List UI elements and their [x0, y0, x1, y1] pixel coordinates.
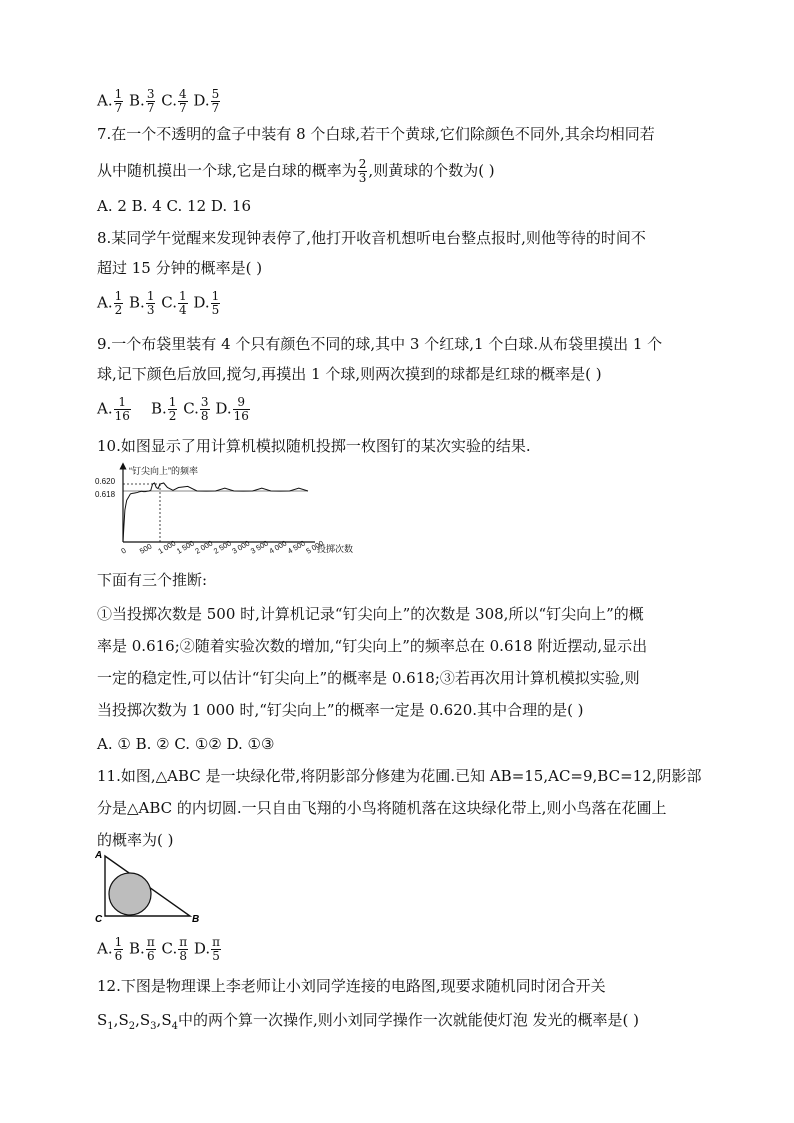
- q10-para-4: 当投掷次数为 1 000 时,“钉尖向上”的概率一定是 0.620.其中合理的是( ): [97, 701, 584, 719]
- x-tick-label: 2 000: [193, 538, 215, 556]
- fraction: $\frac{5}{7}$: [211, 87, 220, 115]
- q8-line-1: 8.某同学午觉醒来发现钟表停了,他打开收音机想听电台整点报时,则他等待的时间不: [97, 229, 646, 247]
- chart-title: “钉尖向上”的频率: [129, 466, 198, 476]
- fraction: $\frac{\pi}{6}$: [146, 935, 155, 963]
- x-tick-label: 2 500: [212, 538, 233, 556]
- x-tick-label: 500: [138, 541, 154, 556]
- q10-para-2: 率是 0.616;②随着实验次数的增加,“钉尖向上”的频率总在 0.618 附近摆动,显示出: [97, 637, 648, 655]
- x-tick-label: 4 000: [267, 538, 289, 556]
- q7-line-2: 从中随机摸出一个球,它是白球的概率为 $\frac{2}{3}$ ,则黄球的个数为( ): [97, 157, 495, 185]
- x-tick-label: 0: [119, 545, 128, 556]
- x-tick-label: 5 000: [304, 538, 326, 556]
- q10-para-1: ①当投掷次数是 500 时,计算机记录“钉尖向上”的次数是 308,所以“钉尖向上”的概: [97, 605, 644, 623]
- incircle: [109, 873, 151, 915]
- fraction: $\frac{1}{3}$: [146, 289, 155, 317]
- y-tick-label: 0.620: [95, 477, 116, 486]
- q12-line-1: 12.下图是物理课上李老师让小刘同学连接的电路图,现要求随机同时闭合开关: [97, 977, 606, 995]
- fraction: $\frac{3}{7}$: [146, 87, 155, 115]
- y-tick-labels: [95, 477, 116, 499]
- option-a: A.: [97, 91, 113, 110]
- q10-options: A. ① B. ② C. ①② D. ①③: [97, 735, 275, 753]
- q10-intro: 下面有三个推断:: [97, 571, 208, 589]
- frequency-chart: [95, 462, 375, 557]
- q8-line-2: 超过 15 分钟的概率是( ): [97, 259, 263, 277]
- q7-options: A. 2 B. 4 C. 12 D. 16: [97, 197, 251, 215]
- q9-line-1: 9.一个布袋里装有 4 个只有颜色不同的球,其中 3 个红球,1 个白球.从布袋里摸出 1 个: [97, 335, 663, 353]
- reference-lines: [123, 484, 308, 542]
- fraction: $\frac{2}{3}$: [358, 157, 367, 185]
- fraction: $\frac{4}{7}$: [178, 87, 187, 115]
- fraction: $\frac{1}{4}$: [178, 289, 187, 317]
- fraction: $\frac{3}{8}$: [200, 395, 209, 423]
- y-tick-label: 0.618: [95, 490, 116, 499]
- x-tick-label: 4 500: [286, 538, 307, 556]
- q11-options: A. $\frac{1}{6}$ B. $\frac{\pi}{6}$ C. $\frac{\pi}{8}$ D. $\frac{\pi}{5}$: [97, 935, 221, 963]
- x-tick-label: 3 500: [249, 538, 270, 556]
- fraction: $\frac{\pi}{8}$: [179, 935, 188, 963]
- fraction: $\frac{1}{2}$: [114, 289, 123, 317]
- q11-line-1: 11.如图,△ABC 是一块绿化带,将阴影部分修建为花圃.已知 AB=15,AC=9,BC=12,阴影部: [97, 767, 702, 785]
- fraction: $\frac{1}{7}$: [114, 87, 123, 115]
- option-d: D.: [193, 91, 210, 110]
- fraction: $\frac{\pi}{5}$: [212, 935, 221, 963]
- triangle-diagram: [95, 846, 205, 926]
- fraction: $\frac{1}{2}$: [168, 395, 177, 423]
- x-tick-label: 1 000: [156, 538, 178, 556]
- q12-line-2: $S_1,S_2,S_3,S_4$中的两个算一次操作,则小刘同学操作一次就能使灯泡 发光的概率是( ): [97, 1011, 639, 1032]
- fraction: $\frac{1}{16}$: [114, 395, 130, 423]
- x-tick-label: 3 000: [230, 538, 252, 556]
- q10-line-1: 10.如图显示了用计算机模拟随机投掷一枚图钉的某次实验的结果.: [97, 437, 531, 455]
- vertex-a-label: A: [95, 850, 103, 861]
- option-c: C.: [161, 91, 177, 110]
- q9-options: A. $\frac{1}{16}$ B. $\frac{1}{2}$ C. $\frac{3}{8}$ D. $\frac{9}{16}$: [97, 395, 249, 423]
- fraction: $\frac{1}{6}$: [114, 935, 123, 963]
- q10-para-3: 一定的稳定性,可以估计“钉尖向上”的概率是 0.618;③若再次用计算机模拟实验,则: [97, 669, 640, 687]
- q8-options: A. $\frac{1}{2}$ B. $\frac{1}{3}$ C. $\frac{1}{4}$ D. $\frac{1}{5}$: [97, 289, 220, 317]
- x-axis-label: 投掷次数: [317, 544, 354, 554]
- fraction: $\frac{9}{16}$: [233, 395, 249, 423]
- vertex-c-label: C: [95, 914, 103, 925]
- q11-line-3: 的概率为( ): [97, 831, 174, 849]
- q6-options: [97, 88, 221, 115]
- q9-line-2: 球,记下颜色后放回,搅匀,再摸出 1 个球,则两次摸到的球都是红球的概率是( ): [97, 365, 602, 383]
- q11-line-2: 分是△ABC 的内切圆.一只自由飞翔的小鸟将随机落在这块绿化带上,则小鸟落在花圃上: [97, 799, 667, 817]
- q7-line-1: 7.在一个不透明的盒子中装有 8 个白球,若干个黄球,它们除颜色不同外,其余均相同若: [97, 125, 655, 143]
- series-line: [123, 483, 308, 542]
- x-tick-label: 1 500: [175, 538, 196, 556]
- x-tick-labels: [120, 539, 326, 556]
- series: [123, 483, 308, 542]
- option-b: B.: [129, 91, 145, 110]
- vertex-b-label: B: [192, 914, 200, 925]
- fraction: $\frac{1}{5}$: [211, 289, 220, 317]
